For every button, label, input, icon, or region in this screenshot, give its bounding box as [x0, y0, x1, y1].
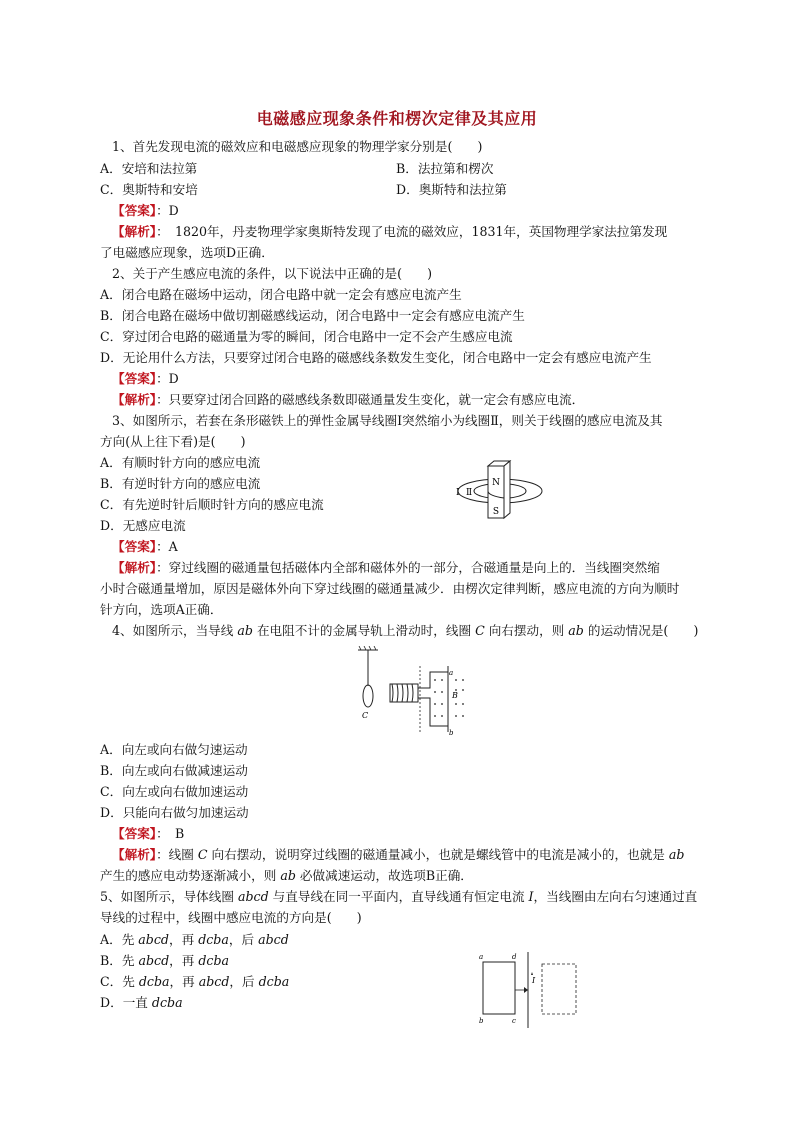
var-ab: ab — [237, 623, 253, 638]
q5-option-b — [100, 951, 720, 971]
var-seq: dcba — [198, 953, 230, 968]
var-seq: dcba — [198, 932, 229, 947]
q1-option-a: A．安培和法拉第 — [100, 161, 198, 176]
q5-option-a — [100, 930, 720, 950]
q3-analysis — [112, 558, 732, 578]
q5-figure-loop-wire — [474, 950, 584, 1030]
q1-answer — [112, 201, 732, 221]
coil-c-label: C — [362, 711, 369, 720]
stem-text: 在电阻不计的金属导轨上滑动时，线圈 — [252, 623, 476, 638]
current-i-label: I — [532, 976, 536, 985]
var-i: I — [528, 889, 534, 904]
var-ab: ab — [280, 868, 296, 883]
var-seq: dcba — [258, 974, 290, 989]
analysis-label: 【解析】 — [112, 847, 157, 862]
q4-figure-solenoid-rails — [352, 646, 472, 736]
analysis-text: 必做减速运动，故选项B正确． — [295, 868, 473, 883]
q1-analysis — [112, 222, 732, 242]
q4-option-c: C．向左或向右做加速运动 — [100, 784, 249, 799]
option-text: D．一直 — [100, 995, 152, 1010]
q3-figure-magnet-coil — [452, 460, 548, 522]
corner-d-label: d — [512, 953, 517, 961]
stem-text: 4、如图所示，当导线 — [112, 623, 238, 638]
coil-i-label: Ⅰ — [456, 488, 460, 498]
q4-analysis-cont — [100, 866, 720, 886]
q5-stem-cont: 导线的过程中，线圈中感应电流的方向是( ) — [100, 910, 362, 925]
q3-stem: 3、如图所示，若套在条形磁铁上的弹性金属导线圈Ⅰ突然缩小为线圈Ⅱ，则关于线圈的感应电流及其 — [112, 413, 663, 428]
corner-b-label: b — [479, 1017, 484, 1025]
option-text: A．先 — [100, 932, 139, 947]
option-text: B．先 — [100, 953, 139, 968]
q2-option-a: A．闭合电路在磁场中运动，闭合电路中就一定会有感应电流产生 — [100, 287, 462, 302]
q1-options-row2 — [100, 180, 720, 200]
option-text: ，再 — [169, 974, 199, 989]
q5-option-d — [100, 993, 720, 1013]
q2-option-b: B．闭合电路在磁场中做切割磁感线运动，闭合电路中一定会有感应电流产生 — [100, 308, 525, 323]
stem-text: 的运动情况是( ) — [583, 623, 699, 638]
q4-analysis — [112, 845, 732, 865]
q3-analysis-cont1: 小时合磁通量增加，原因是磁体外向下穿过线圈的磁通量减少．由楞次定律判断，感应电流的方向为顺时 — [100, 581, 680, 596]
page-title: 电磁感应现象条件和楞次定律及其应用 — [256, 109, 538, 128]
var-ab: ab — [568, 623, 584, 638]
q4-option-d: D．只能向右做匀加速运动 — [100, 805, 249, 820]
analysis-text: ： 1820年，丹麦物理学家奥斯特发现了电流的磁效应，1831年，英国物理学家法拉第发现 — [156, 224, 668, 239]
var-seq: dcba — [151, 995, 183, 1010]
analysis-label: 【解析】 — [112, 560, 157, 575]
q1-option-d: D．奥斯特和法拉第 — [396, 182, 507, 197]
analysis-text: 产生的感应电动势逐渐减小，则 — [100, 868, 281, 883]
q3-option-d: D．无感应电流 — [100, 518, 186, 533]
magnetic-field-dots — [434, 679, 464, 717]
q2-option-d: D．无论用什么方法，只要穿过闭合电路的磁感线条数发生变化，闭合电路中一定会有感应电流产生 — [100, 350, 652, 365]
answer-label: 【答案】 — [112, 203, 157, 218]
option-text: ，后 — [228, 932, 259, 947]
q3-option-c: C．有先逆时针后顺时针方向的感应电流 — [100, 497, 324, 512]
var-seq: abcd — [198, 974, 230, 989]
answer-value: ：D — [156, 203, 179, 218]
answer-value: ：D — [156, 371, 179, 386]
var-seq: abcd — [258, 932, 289, 947]
analysis-label: 【解析】 — [112, 224, 157, 239]
q1-option-c: C．奥斯特和安培 — [100, 182, 198, 197]
stem-text: 与直导线在同一平面内，直导线通有恒定电流 — [268, 889, 529, 904]
option-text: ，再 — [168, 932, 199, 947]
q3-answer — [112, 537, 732, 557]
answer-label: 【答案】 — [112, 539, 157, 554]
q3-analysis-cont2: 针方向，选项A正确． — [100, 602, 223, 617]
var-seq: abcd — [138, 953, 170, 968]
q3-option-b: B．有逆时针方向的感应电流 — [100, 476, 261, 491]
q1-options-row1 — [100, 159, 720, 179]
q4-stem — [112, 621, 732, 641]
answer-value: ： B — [156, 826, 185, 841]
q2-answer — [112, 369, 732, 389]
analysis-text: ：只要穿过闭合回路的磁感线条数即磁通量发生变化，就一定会有感应电流． — [156, 392, 585, 407]
analysis-text: ：线圈 — [156, 847, 198, 862]
q4-answer — [112, 824, 732, 844]
coil-ii-label: Ⅱ — [466, 488, 473, 498]
var-c: C — [475, 623, 485, 638]
var-abcd: abcd — [237, 889, 269, 904]
q4-option-b: B．向左或向右做减速运动 — [100, 763, 248, 778]
q1-stem: 1、首先发现电流的磁效应和电磁感应现象的物理学家分别是( ) — [112, 139, 483, 154]
option-text: C．先 — [100, 974, 139, 989]
analysis-text: ：穿过线圈的磁通量包括磁体内全部和磁体外的一部分，合磁通量是向上的．当线圈突然缩 — [156, 560, 660, 575]
corner-c-label: c — [512, 1017, 516, 1025]
q1-option-b: B．法拉第和楞次 — [396, 161, 494, 176]
q4-option-a: A．向左或向右做匀速运动 — [100, 742, 248, 757]
var-ab: ab — [668, 847, 685, 862]
q3-option-a: A．有顺时针方向的感应电流 — [100, 455, 261, 470]
var-c: C — [197, 847, 208, 862]
q2-option-c: C．穿过闭合电路的磁通量为零的瞬间，闭合电路中一定不会产生感应电流 — [100, 329, 513, 344]
q5-stem — [100, 887, 720, 907]
q2-stem: 2、关于产生感应电流的条件，以下说法中正确的是( ) — [112, 266, 433, 281]
rod-b-label: b — [449, 729, 454, 736]
analysis-label: 【解析】 — [112, 392, 157, 407]
option-text: ，再 — [169, 953, 199, 968]
answer-label: 【答案】 — [112, 826, 157, 841]
answer-value: ：A — [156, 539, 178, 554]
stem-text: 向右摆动，则 — [484, 623, 569, 638]
stem-text: ，当线圈由左向右匀速通过直 — [533, 889, 698, 904]
q1-analysis-cont: 了电磁感应现象，选项D正确． — [100, 245, 274, 260]
magnet-n-label: N — [492, 478, 500, 488]
answer-label: 【答案】 — [112, 371, 157, 386]
var-seq: dcba — [138, 974, 170, 989]
magnet-s-label: S — [492, 507, 500, 517]
q3-stem-cont: 方向(从上往下看)是( ) — [100, 434, 246, 449]
q2-analysis — [112, 390, 732, 410]
rod-a-label: a — [449, 669, 454, 677]
var-seq: abcd — [138, 932, 169, 947]
field-b-label: B — [452, 691, 458, 700]
option-text: ，后 — [229, 974, 259, 989]
analysis-text: 向右摆动，说明穿过线圈的磁通量减小，也就是螺线管中的电流是减小的，也就是 — [207, 847, 669, 862]
q5-option-c — [100, 972, 720, 992]
corner-a-label: a — [479, 953, 484, 961]
stem-text: 5、如图所示，导体线圈 — [100, 889, 238, 904]
